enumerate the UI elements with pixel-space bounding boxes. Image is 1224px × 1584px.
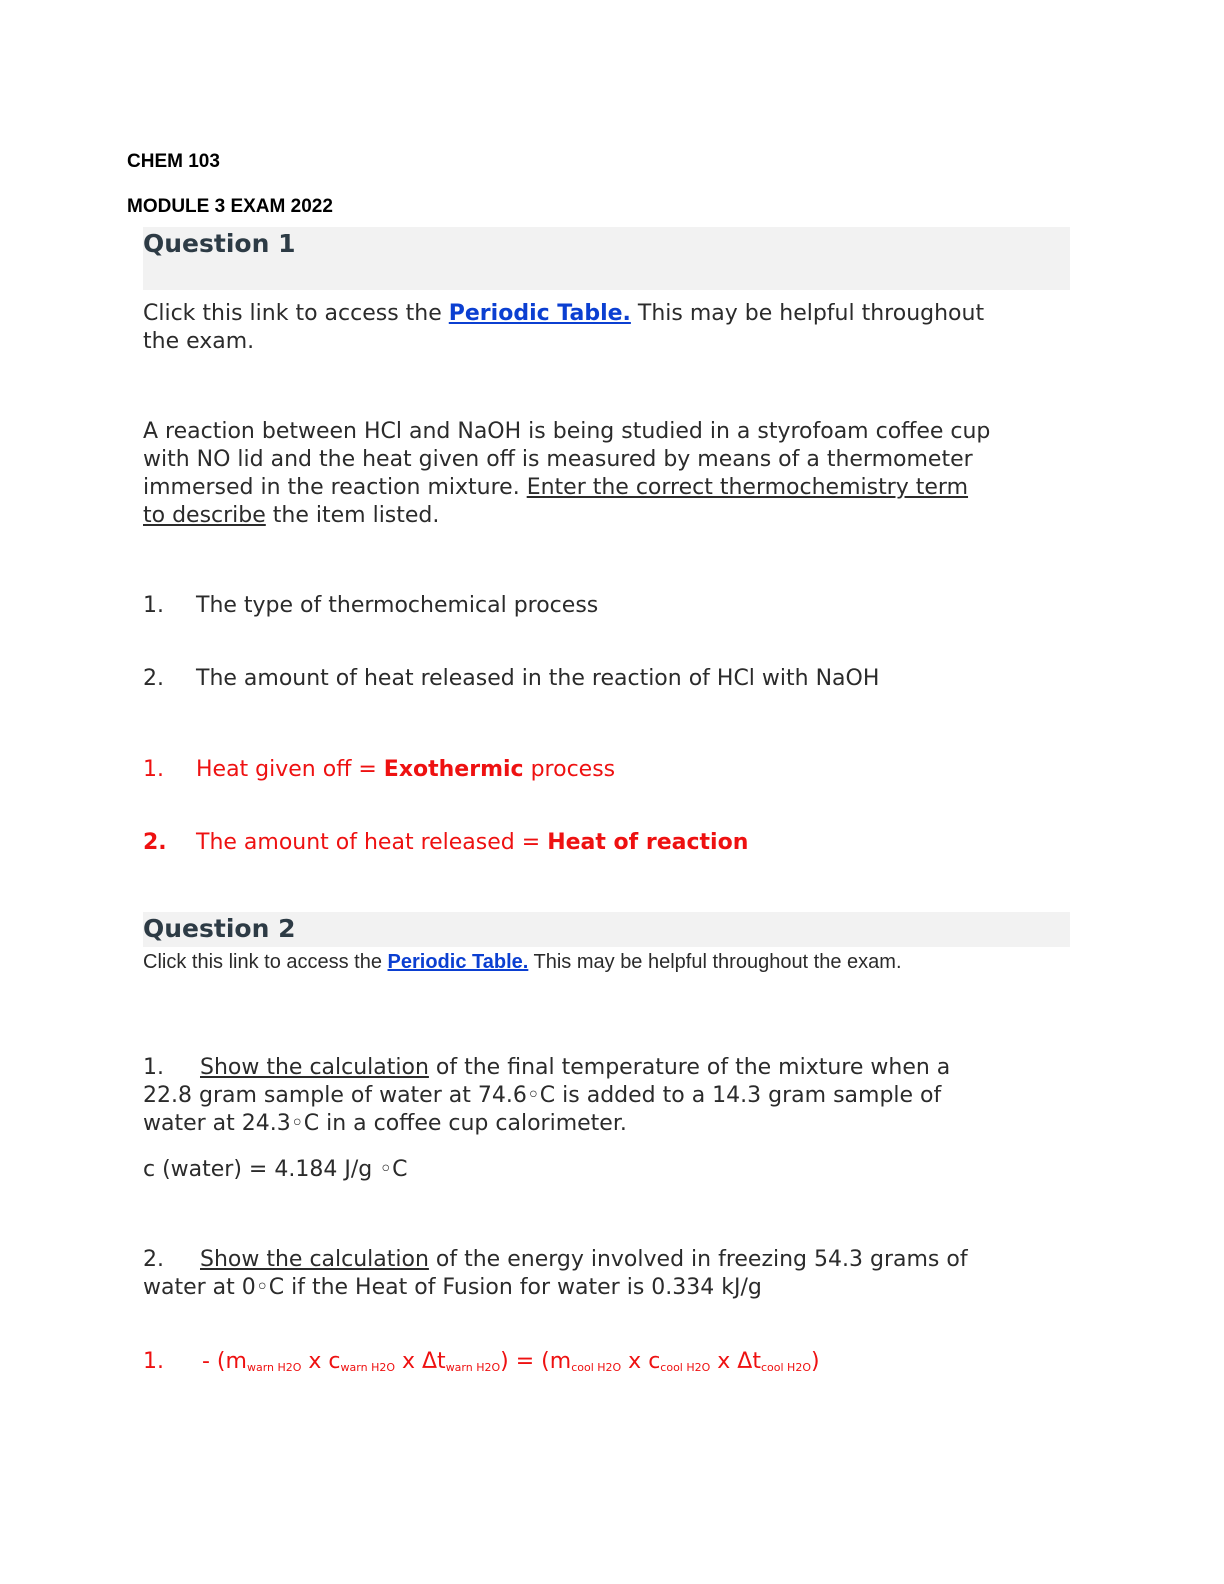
- list-item-number: 1.: [143, 593, 164, 618]
- question-1-title: Question 1: [143, 229, 296, 258]
- list-item: The type of thermochemical process: [196, 593, 599, 618]
- answer-number: 2.: [143, 830, 167, 855]
- list-item-number: 2.: [143, 666, 164, 691]
- answer-2: The amount of heat released = Heat of reaction: [196, 830, 749, 855]
- answer-1: Heat given off = Exothermic process: [196, 757, 616, 782]
- question-2-intro: Click this link to access the Periodic Table. This may be helpful throughout the exam.: [143, 951, 902, 973]
- specific-heat-water: c (water) = 4.184 J/g ◦C: [143, 1157, 408, 1182]
- course-title: CHEM 103: [127, 151, 220, 172]
- question-1-prompt: A reaction between HCl and NaOH is being studied in a styrofoam coffee cup with NO lid and the heat given off is measured by means of a thermometer immersed in the reaction mixture. Enter the correct thermochemistry term to describe the item listed.: [143, 419, 991, 528]
- answer-number: 1.: [143, 757, 164, 782]
- question-2-item-2: 2. Show the calculation of the energy involved in freezing 54.3 grams of water at 0◦C if the Heat of Fusion for water is 0.334 kJ/g: [143, 1247, 968, 1300]
- periodic-table-link[interactable]: Periodic Table.: [387, 951, 529, 973]
- question-2-item-1: 1. Show the calculation of the final temperature of the mixture when a 22.8 gram sample of water at 74.6◦C is added to a 14.3 gram sample of water at 24.3◦C in a coffee cup calorimeter.: [143, 1055, 951, 1136]
- periodic-table-link[interactable]: Periodic Table.: [448, 301, 631, 326]
- list-item: The amount of heat released in the reaction of HCl with NaOH: [196, 666, 880, 691]
- answer-number: 1.: [143, 1349, 164, 1374]
- question-1-intro: Click this link to access the Periodic Table. This may be helpful throughout the exam.: [143, 301, 985, 354]
- question-2-title: Question 2: [143, 914, 296, 943]
- calorimetry-equation: - ($m_{warn H2O}$ x $c_{warn H2O}$ x $\Delta t_{warn H2O}) = (m_{cool H2O}$ x $c_{cool H2O}$ x $\Delta t_{cool H2O}$): [202, 1349, 820, 1374]
- exam-title: MODULE 3 EXAM 2022: [127, 196, 333, 217]
- question-1-header: [143, 227, 1070, 290]
- question-2-header: [143, 912, 1070, 947]
